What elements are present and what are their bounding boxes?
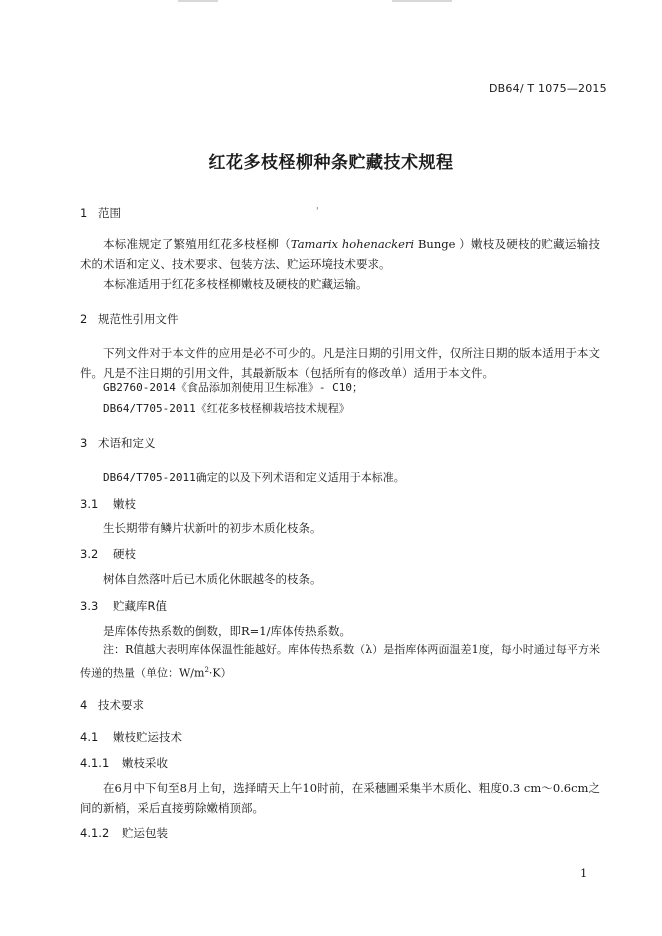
standard-number: DB64/ T 1075—2015 — [489, 82, 607, 95]
term-3-1-definition: 生长期带有鳞片状新叶的初步木质化枝条。 — [103, 521, 322, 535]
subsection-4-1-2-heading — [80, 825, 168, 841]
scan-mark — [178, 0, 218, 2]
section-title: 规范性引用文件 — [98, 312, 179, 326]
term-title: 贮藏库R值 — [113, 599, 167, 613]
term-3-3-note: 注：R值越大表明库体保温性能越好。库体传热系数（λ）是指库体两面温差1度，每小时通过每平方米传递的热量（单位：$W/m^2\cdot K$） — [80, 643, 600, 680]
term-title: 嫩枝 — [113, 497, 136, 511]
term-title: 硬枝 — [113, 547, 136, 561]
scope-paragraph-1: 本标准规定了繁殖用红花多枝柽柳（Tamarix hohenackeri Bunge ）嫩枝及硬枝的贮藏运输技术的术语和定义、技术要求、包装方法、贮运环境技术要求。 — [80, 237, 601, 271]
terms-intro: DB64/T705-2011确定的以及下列术语和定义适用于本标准。 — [103, 471, 405, 484]
section-1-heading — [80, 205, 121, 221]
subsection-title: 贮运包装 — [122, 826, 168, 840]
scan-speck: ' — [316, 207, 319, 217]
document-title: 红花多枝柽柳种条贮藏技术规程 — [208, 153, 454, 173]
scope-paragraph-2: 本标准适用于红花多枝柽柳嫩枝及硬枝的贮藏运输。 — [103, 277, 368, 291]
term-3-3-heading — [80, 598, 167, 614]
harvest-paragraph: 在6月中下旬至8月上旬，选择晴天上午10时前，在采穗圃采集半木质化、粗度0.3 cm～0.6cm之间的新梢，采后直接剪除嫩梢顶部。 — [80, 781, 600, 815]
section-2-heading — [80, 311, 179, 327]
section-title: 术语和定义 — [98, 436, 156, 450]
term-3-1-heading — [80, 496, 136, 512]
section-title: 技术要求 — [98, 698, 144, 712]
latin-species-name: Tamarix hohenackeri — [290, 237, 415, 251]
term-number: 3.1 — [80, 497, 99, 511]
section-number: 1 — [80, 206, 88, 220]
term-3-3-definition: 是库体传热系数的倒数，即R=1/库体传热系数。 — [103, 624, 351, 638]
section-title: 范围 — [98, 206, 121, 220]
subsection-number: 4.1.2 — [80, 826, 110, 840]
subsection-title: 嫩枝采收 — [122, 756, 168, 770]
scan-mark — [392, 0, 452, 2]
section-number: 2 — [80, 312, 88, 326]
term-number: 3.2 — [80, 547, 99, 561]
section-3-heading — [80, 435, 156, 451]
section-4-heading — [80, 697, 144, 713]
normative-paragraph: 下列文件对于本文件的应用是必不可少的。凡是注日期的引用文件，仅所注日期的版本适用于本文件。凡是不注日期的引用文件，其最新版本（包括所有的修改单）适用于本文件。 — [80, 346, 600, 380]
page-number: 1 — [580, 866, 588, 880]
subsection-4-1-1-heading — [80, 755, 168, 771]
term-3-2-heading — [80, 546, 136, 562]
section-number: 3 — [80, 436, 88, 450]
section-number: 4 — [80, 698, 88, 712]
subsection-number: 4.1.1 — [80, 756, 110, 770]
subsection-number: 4.1 — [80, 730, 99, 744]
subsection-title: 嫩枝贮运技术 — [113, 730, 182, 744]
term-3-2-definition: 树体自然落叶后已木质化休眠越冬的枝条。 — [103, 572, 322, 586]
term-number: 3.3 — [80, 599, 99, 613]
subsection-4-1-heading — [80, 729, 182, 745]
reference-2: DB64/T705-2011《红花多枝柽柳栽培技术规程》 — [103, 402, 350, 415]
reference-1: GB2760-2014《食品添加剂使用卫生标准》- C10； — [103, 381, 363, 394]
